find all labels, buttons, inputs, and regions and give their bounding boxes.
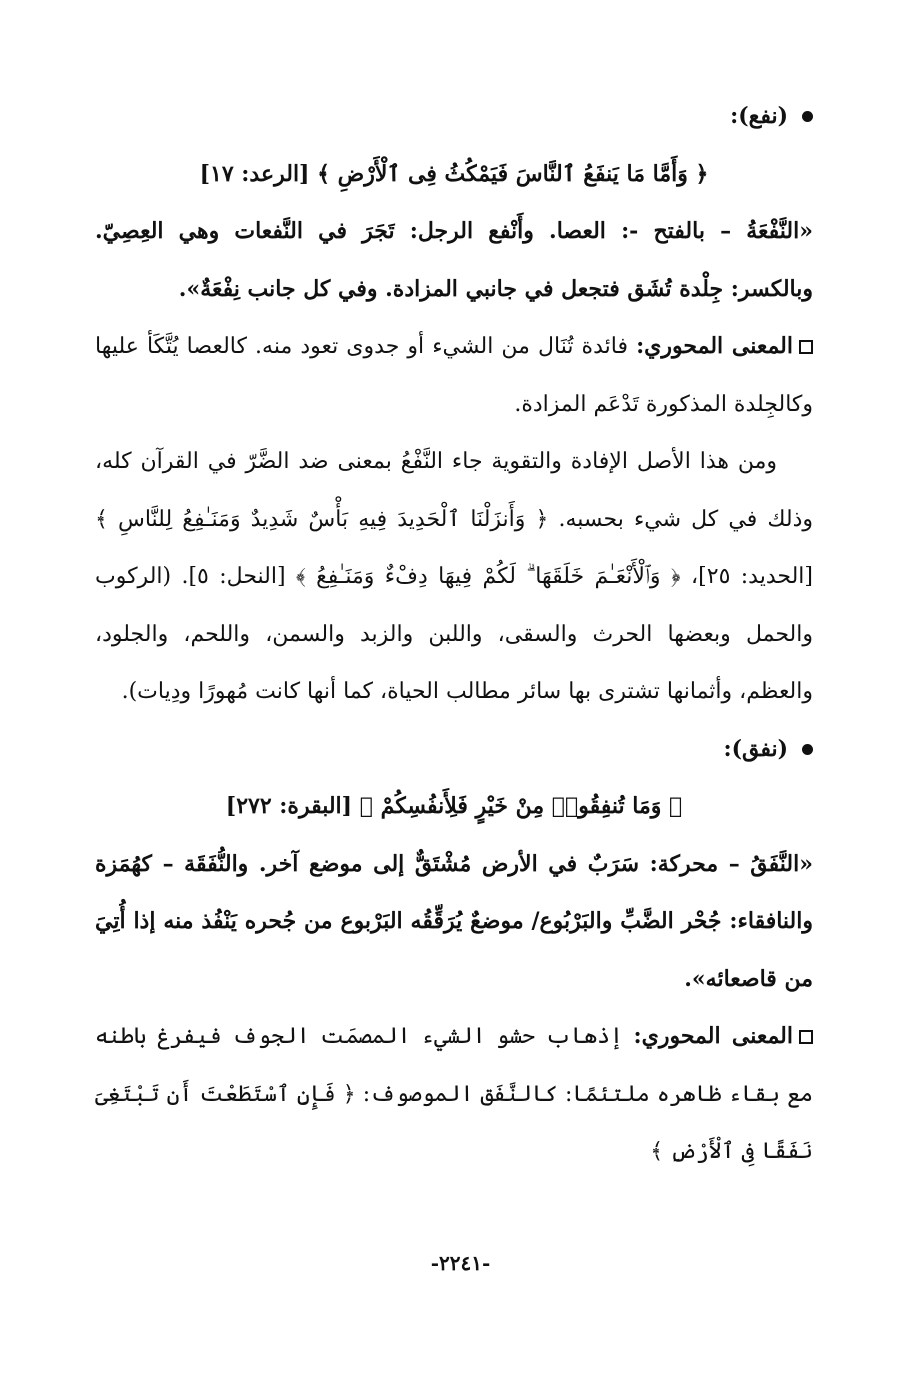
entry-root: (نفع): (730, 103, 788, 129)
core-meaning-label: المعنى المحوري: (636, 333, 793, 359)
dictionary-quote: «النَّفَقُ – محركة: سَرَبٌ في الأرض مُشْتَقٌّ إلى موضع آخر. والنُّفَقَة – كهُمَزة والنافقاء: جُحْر الضَّبِّ والبَرْبُوع/ موضعٌ يُرَقِّقُه البَرْبوع من جُحره يَنْفُذ منه إذا أُتِيَ من قاصعائه». (95, 850, 813, 992)
core-meaning-label: المعنى المحوري: (633, 1023, 793, 1049)
paragraph: ومن هذا الأصل الإفادة والتقوية جاء النَّفْعُ بمعنى ضد الضَّرّ في القرآن كله، وذلك في كل شيء بحسبه. ﴿ وَأَنزَلْنَا ٱلْحَدِيدَ فِيهِ بَأْسٌ شَدِيدٌ وَمَنَـٰفِعُ لِلنَّاسِ ﴾ [الحديد: ٢٥]، ﴿ وَٱلْأَنْعَـٰمَ خَلَقَهَا ۗ لَكُمْ فِيهَا دِفْءٌ وَمَنَـٰفِعُ ﴾ [النحل: ٥]. (الركوب والحمل وبعضها الحرث والسقى، واللبن والزبد والسمن، واللحم، والجلود، والعظم، وأثمانها تشترى بها سائر مطالب الحياة، كما أنها كانت مُهورًا ودِيات). (95, 449, 814, 704)
square-icon (799, 1030, 813, 1044)
entry-heading (95, 721, 813, 779)
quran-verse: ﴿ وَمَا تُنفِقُوا۟ مِنْ خَيْرٍ فَلِأَنفُسِكُمْ ﴾ [البقرة: ٢٧٢] (225, 793, 683, 819)
entry-root: (نفق): (723, 735, 788, 762)
page-body (95, 88, 813, 1181)
dictionary-quote: «النَّفْعَةُ – بالفتح -: العصا. وأَنْفع الرجل: تَجَرَ في النَّفعات وهي العِصِيّ. وبالكسر: جِلْدة تُشَق فتجعل في جانبي المزادة. وفي كل جانب نِفْعَةٌ». (95, 218, 813, 302)
entry-heading (95, 88, 813, 146)
page-number: -٢٢٤١- (430, 1251, 491, 1275)
core-meaning (95, 318, 813, 433)
core-meaning-text: فائدة تُنَال من الشيء أو جدوى تعود منه. كالعصا يُتَّكَأ عليها وكالجِلدة المذكورة تَدْعَم المزادة. (95, 334, 813, 417)
bullet-icon (802, 111, 813, 122)
core-meaning (95, 1008, 813, 1181)
core-meaning-text: إذهاب حشو الشيء المصمَت الجوف فيفرغ باطنه مع بقاء ظاهره ملتئمًا: كالنَّفَق الموصوف: ﴿ فَإِنِ ٱسْتَطَعْتَ أَن تَبْتَغِىَ نَفَقًا فِى ٱلْأَرْضِ ﴾ (95, 1024, 813, 1164)
bullet-icon (802, 744, 813, 755)
quran-verse: ﴿ وَأَمَّا مَا يَنفَعُ ٱلنَّاسَ فَيَمْكُثُ فِى ٱلْأَرْضِ ﴾ [الرعد: ١٧] (199, 160, 709, 187)
square-icon (799, 340, 813, 354)
